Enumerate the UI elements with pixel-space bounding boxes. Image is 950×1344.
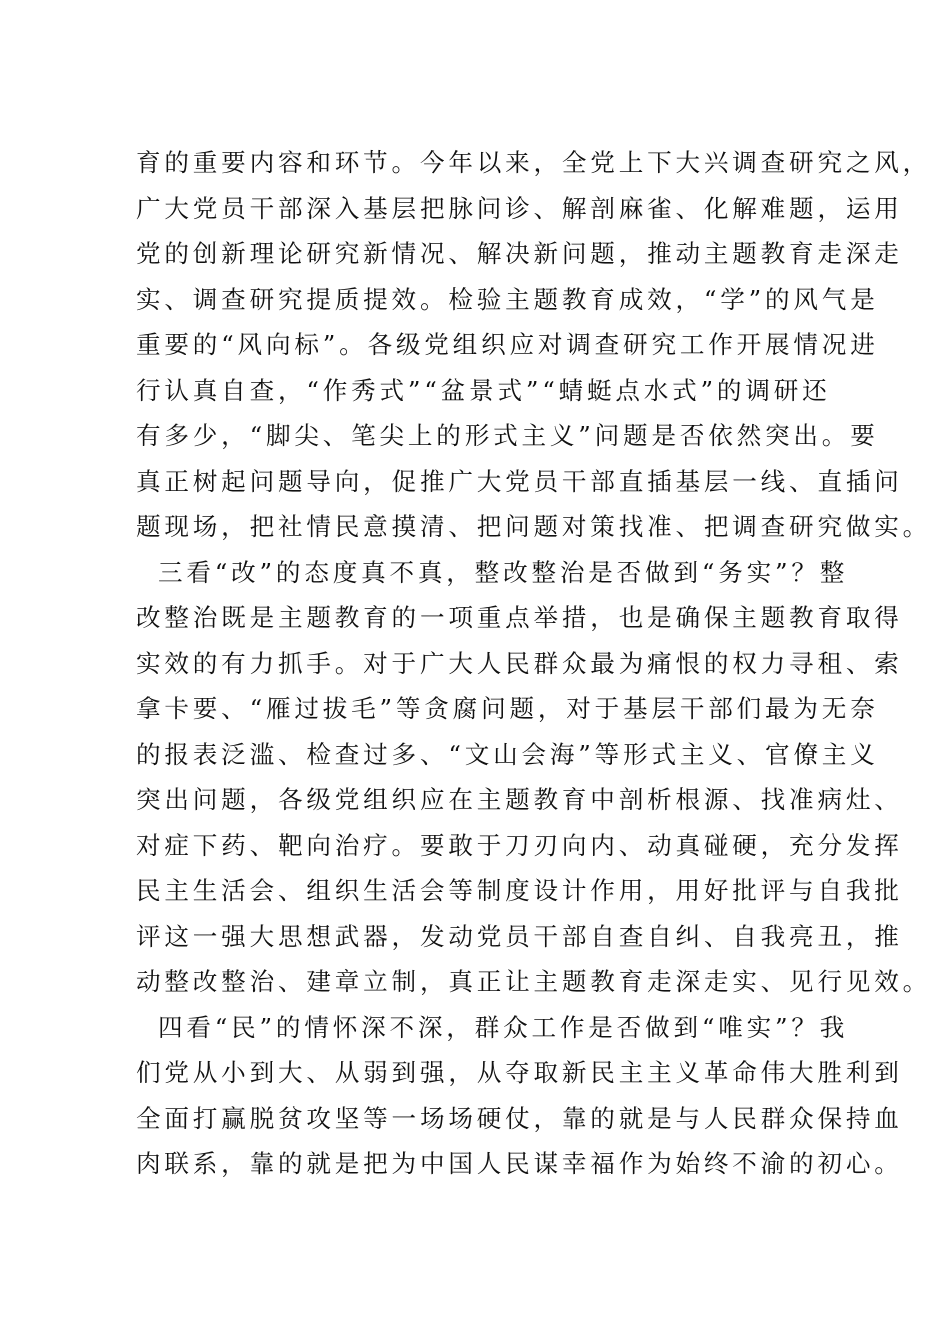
text-line: 广大党员干部深入基层把脉问诊、解剖麻雀、化解难题，运用	[136, 193, 903, 223]
text-line: 动整改整治、建章立制，真正让主题教育走深走实、见行见效。	[136, 967, 932, 996]
text-line: 改整治既是主题教育的一项重点举措，也是确保主题教育取得	[136, 603, 903, 632]
body-text	[136, 140, 932, 1187]
text-line: 评这一强大思想武器，发动党员干部自查自纠、自我亮丑，推	[136, 921, 903, 951]
text-line: 拿卡要、“雁过拔毛”等贪腐问题，对于基层干部们最为无奈	[136, 694, 879, 723]
text-line: 真正树起问题导向，促推广大党员干部直插基层一线、直插问	[136, 466, 903, 496]
text-line: 行认真自查，“作秀式”“盆景式”“蜻蜓点水式”的调研还	[136, 375, 831, 405]
text-line: 实效的有力抓手。对于广大人民群众最为痛恨的权力寻租、索	[136, 648, 903, 678]
text-line: 题现场，把社情民意摸清、把问题对策找准、把调查研究做实。	[136, 512, 932, 541]
text-line: 重要的“风向标”。各级党组织应对调查研究工作开展情况进	[136, 330, 879, 359]
text-line: 党的创新理论研究新情况、解决新问题，推动主题教育走深走	[136, 239, 903, 268]
text-line: 肉联系，靠的就是把为中国人民谋幸福作为始终不渝的初心。	[136, 1149, 903, 1178]
text-line: 突出问题，各级党组织应在主题教育中剖析根源、找准病灶、	[136, 785, 903, 814]
text-line: 们党从小到大、从弱到强，从夺取新民主主义革命伟大胜利到	[136, 1058, 903, 1087]
text-line: 有多少，“脚尖、笔尖上的形式主义”问题是否依然突出。要	[136, 421, 879, 450]
paragraph-start-line: 三看“改”的态度真不真，整改整治是否做到“务实”？整	[158, 557, 849, 587]
text-line: 民主生活会、组织生活会等制度设计作用，用好批评与自我批	[136, 876, 903, 905]
paragraph-start-line: 四看“民”的情怀深不深，群众工作是否做到“唯实”？我	[158, 1012, 849, 1042]
text-line: 实、调查研究提质提效。检验主题教育成效，“学”的风气是	[136, 284, 879, 314]
text-line: 全面打赢脱贫攻坚等一场场硬仗，靠的就是与人民群众保持血	[136, 1103, 903, 1133]
text-line: 育的重要内容和环节。今年以来，全党上下大兴调查研究之风，	[136, 148, 932, 177]
text-line: 对症下药、靶向治疗。要敢于刀刃向内、动真碰硬，充分发挥	[136, 830, 903, 860]
text-line: 的报表泛滥、检查过多、“文山会海”等形式主义、官僚主义	[136, 739, 879, 769]
